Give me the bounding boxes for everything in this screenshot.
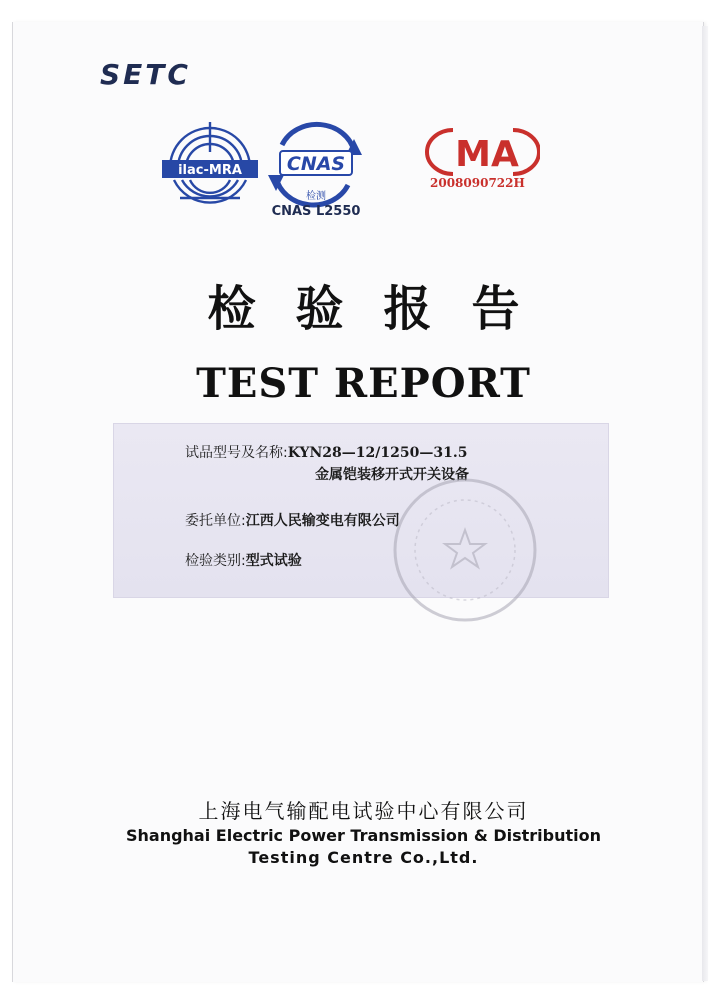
embossed-seal [390, 475, 540, 625]
cnas-sub-text: 检测 [306, 191, 326, 202]
cma-text: MA [455, 134, 519, 175]
cnas-logo [262, 115, 367, 225]
client-value: 江西人民输变电有限公司 [245, 513, 400, 529]
company-name-english-line2: Testing Centre Co.,Ltd. [248, 848, 479, 867]
title-english: TEST REPORT [196, 360, 531, 407]
sample-label: 试品型号及名称: [185, 445, 288, 461]
client-row [185, 510, 400, 530]
sample-name: 金属铠装移开式开关设备 [315, 467, 469, 483]
sample-model: KYN28—12/1250—31.5 [287, 445, 468, 461]
company-name-english-line1: Shanghai Electric Power Transmission & Distribution [125, 826, 602, 845]
title-chinese: 检验报告 [207, 281, 560, 337]
ilac-mra-logo [160, 118, 260, 223]
seal-star-icon [445, 530, 485, 567]
category-label: 检验类别: [185, 553, 246, 569]
setc-logo: SETC [100, 58, 191, 91]
client-label: 委托单位: [185, 513, 246, 529]
category-value: 型式试验 [245, 553, 302, 569]
cnas-text: CNAS [286, 153, 346, 175]
cnas-code: CNAS L2550 [271, 204, 361, 219]
sample-row [185, 442, 467, 462]
ilac-mra-text: ilac-MRA [178, 163, 242, 178]
category-row [185, 550, 302, 570]
company-name-chinese: 上海电气输配电试验中心有限公司 [198, 799, 529, 823]
cma-number: 2008090722H [430, 176, 525, 190]
